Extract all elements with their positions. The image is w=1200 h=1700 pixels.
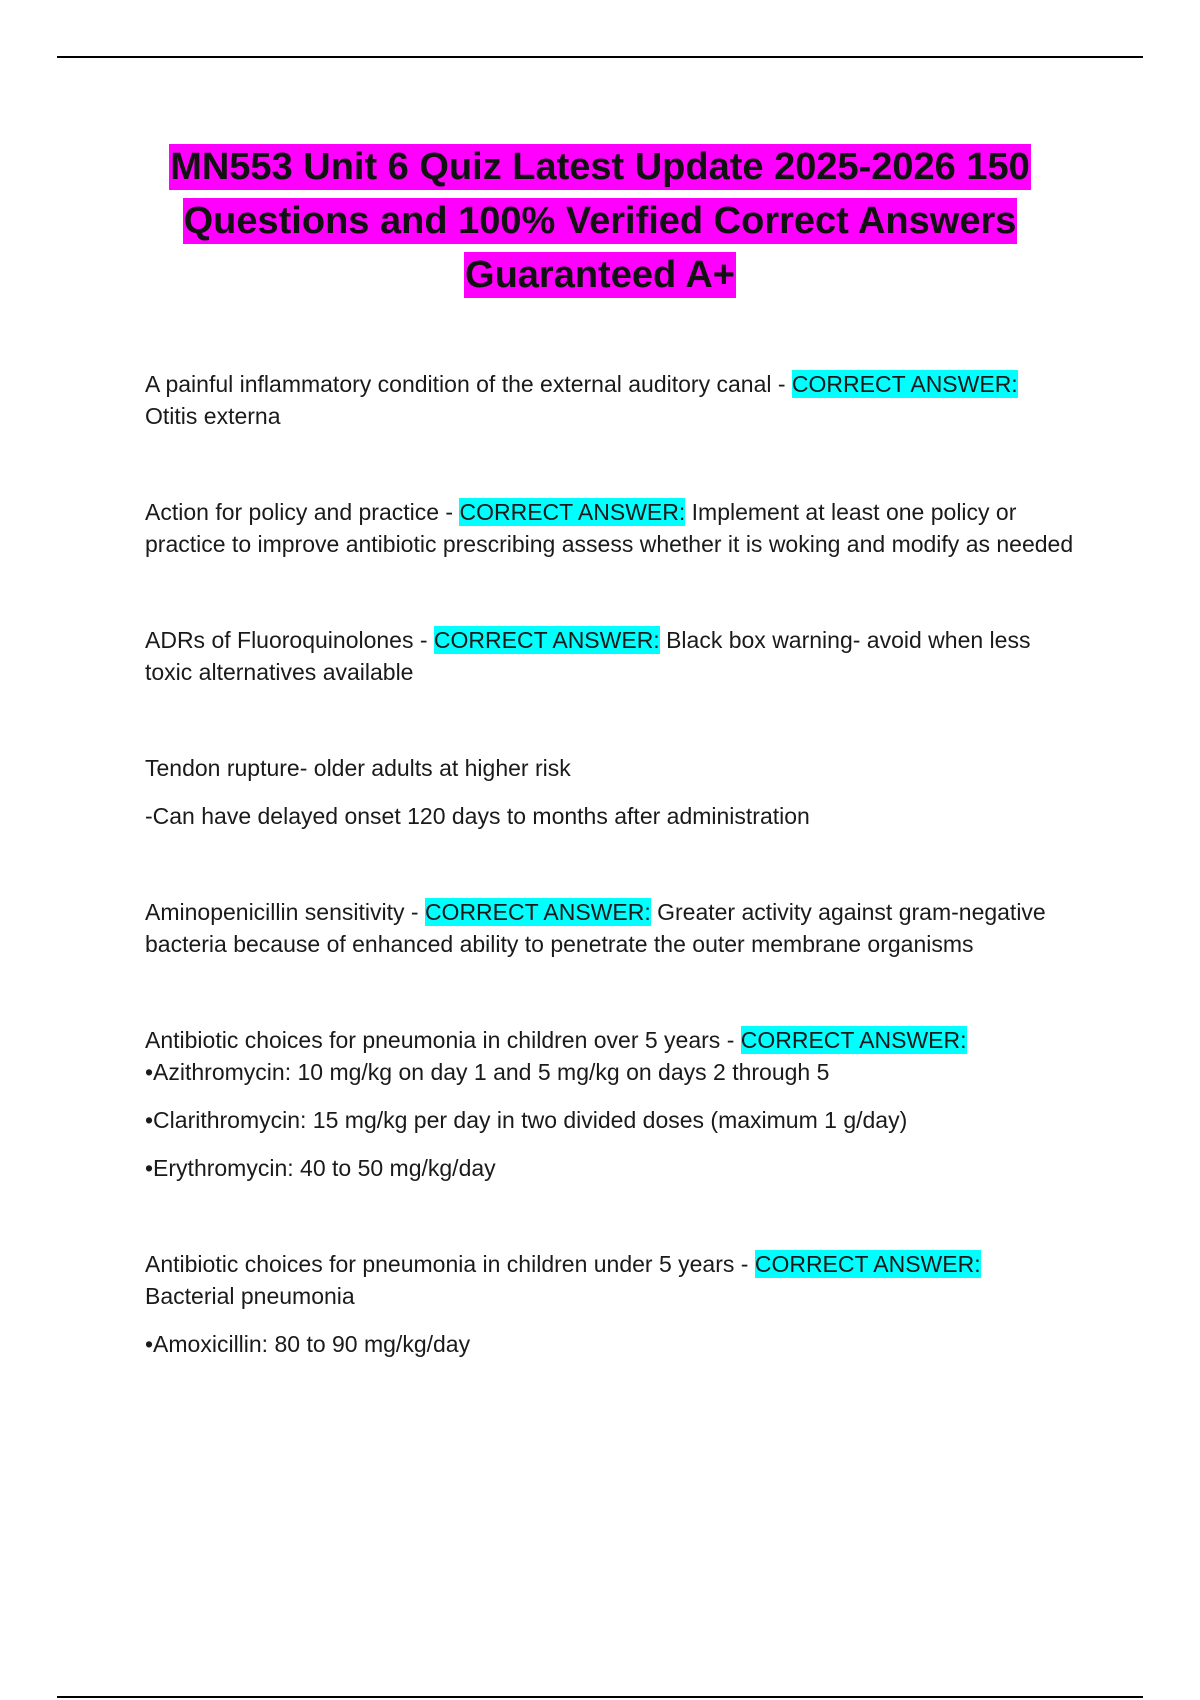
qa-entry <box>145 624 1080 688</box>
qa-entry <box>145 496 1080 560</box>
answer-text: Black box warning- avoid when less toxic alternatives available <box>145 627 1031 685</box>
qa-item <box>145 368 1080 432</box>
question-text: Aminopenicillin sensitivity - <box>145 899 425 925</box>
page-title <box>130 140 1070 302</box>
title-highlight: MN553 Unit 6 Quiz Latest Update 2025-2026 150 Questions and 100% Verified Correct Answers Guaranteed A+ <box>170 146 1030 296</box>
answer-extra-line: -Can have delayed onset 120 days to months after administration <box>145 803 810 829</box>
answer-extra-line: Tendon rupture- older adults at higher risk <box>145 755 571 781</box>
answer-text: Bacterial pneumonia <box>145 1283 355 1309</box>
qa-item <box>145 624 1080 688</box>
answer-text: Otitis externa <box>145 403 281 429</box>
correct-answer-label: CORRECT ANSWER: <box>754 1251 981 1277</box>
qa-entry <box>145 1024 1080 1088</box>
question-text: A painful inflammatory condition of the external auditory canal - <box>145 371 792 397</box>
question-text: ADRs of Fluoroquinolones - <box>145 627 434 653</box>
correct-answer-label: CORRECT ANSWER: <box>424 899 651 925</box>
answer-text: Greater activity against gram-negative bacteria because of enhanced ability to penetrate the outer membrane organisms <box>145 899 1046 957</box>
correct-answer-label: CORRECT ANSWER: <box>791 371 1018 397</box>
answer-extra-line: •Clarithromycin: 15 mg/kg per day in two divided doses (maximum 1 g/day) <box>145 1107 908 1133</box>
qa-item <box>145 1248 1080 1360</box>
correct-answer-label: CORRECT ANSWER: <box>459 499 686 525</box>
correct-answer-label: CORRECT ANSWER: <box>433 627 660 653</box>
answer-extra-line: •Erythromycin: 40 to 50 mg/kg/day <box>145 1155 496 1181</box>
qa-entry <box>145 896 1080 960</box>
question-text: Antibiotic choices for pneumonia in children over 5 years - <box>145 1027 741 1053</box>
correct-answer-label: CORRECT ANSWER: <box>740 1027 967 1053</box>
answer-extra-line: •Amoxicillin: 80 to 90 mg/kg/day <box>145 1331 471 1357</box>
qa-item <box>145 496 1080 560</box>
question-text: Antibiotic choices for pneumonia in children under 5 years - <box>145 1251 755 1277</box>
answer-text: Implement at least one policy or practice to improve antibiotic prescribing assess whether it is woking and modify as needed <box>145 499 1074 557</box>
qa-item <box>145 896 1080 960</box>
question-text: Action for policy and practice - <box>145 499 460 525</box>
qa-entry <box>145 368 1080 432</box>
top-rule <box>57 56 1143 58</box>
qa-item <box>145 1024 1080 1184</box>
qa-list <box>145 368 1080 1424</box>
answer-text: •Azithromycin: 10 mg/kg on day 1 and 5 mg/kg on days 2 through 5 <box>145 1059 830 1085</box>
qa-entry <box>145 1248 1080 1312</box>
qa-extra-group <box>145 752 1080 832</box>
bottom-rule <box>57 1696 1143 1698</box>
